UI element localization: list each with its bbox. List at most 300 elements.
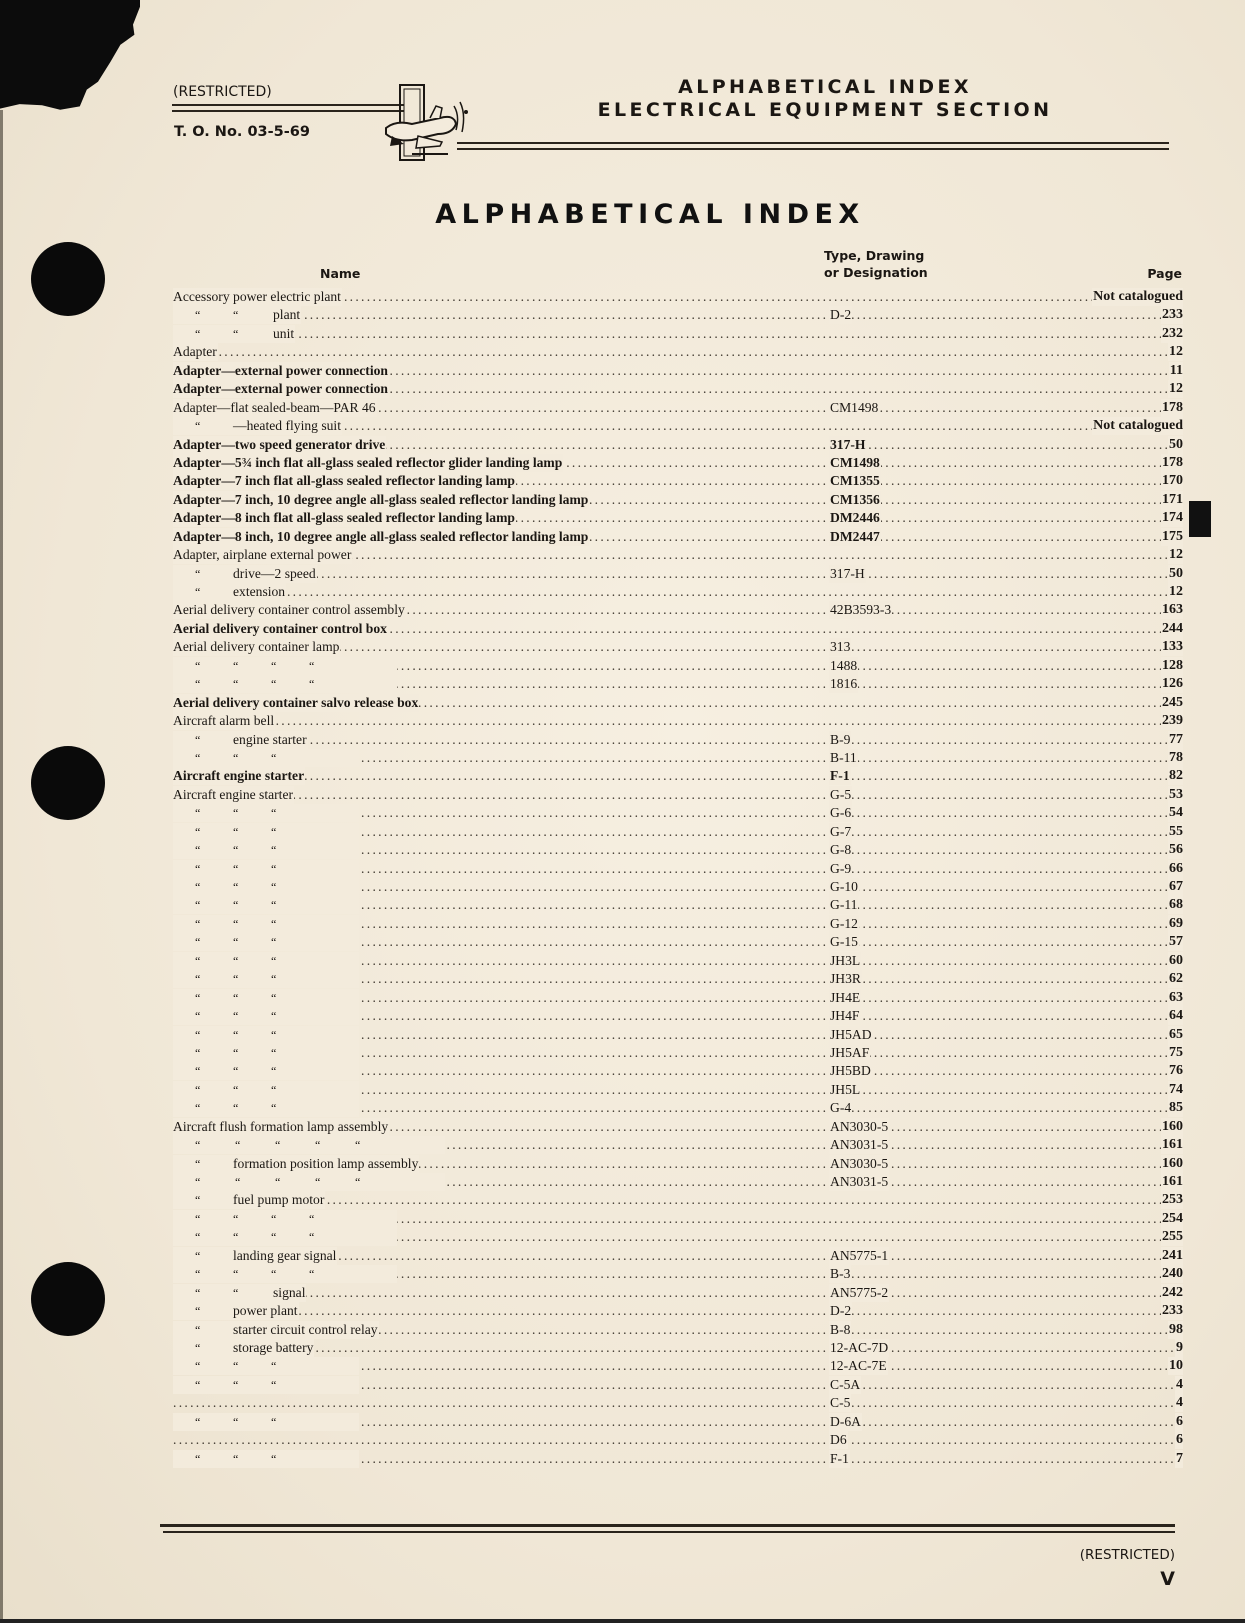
entry-name-text: Aircraft engine starter [173, 768, 305, 784]
index-row [173, 915, 1183, 933]
entry-name [173, 767, 305, 785]
ditto-mark: “ [195, 1156, 201, 1171]
entry-name-text: Adapter—8 inch, 10 degree angle all-glass sealed reflector landing lamp [173, 528, 589, 544]
index-row [173, 1339, 1183, 1357]
entry-page: 244 [1162, 620, 1183, 636]
index-row [173, 1321, 1183, 1339]
entry-page: 239 [1162, 713, 1183, 729]
entry-designation: JH4F [830, 1008, 860, 1024]
index-row [173, 436, 1183, 454]
ditto-mark: “ [275, 1175, 281, 1189]
index-row [173, 1081, 1183, 1099]
entry-page: 160 [1162, 1118, 1183, 1134]
ditto-mark: “ [309, 1267, 315, 1282]
header-rule [457, 148, 1169, 150]
entry-page: 11 [1169, 362, 1183, 378]
entry-name [173, 712, 275, 730]
ditto-mark: “ [195, 1304, 201, 1319]
entry-name [173, 952, 359, 970]
ditto-mark: “ [195, 1193, 201, 1208]
index-row [173, 1118, 1183, 1136]
entry-name-text: fuel pump motor [233, 1192, 325, 1208]
entry-page: 128 [1162, 657, 1183, 673]
dot-leader [173, 731, 1183, 749]
index-row [173, 1191, 1183, 1209]
entry-page: 161 [1162, 1137, 1183, 1153]
ditto-mark: “ [233, 1064, 239, 1079]
entry-name [173, 1026, 359, 1044]
entry-name [173, 878, 359, 896]
ditto-mark: “ [233, 1009, 239, 1024]
entry-page: 242 [1162, 1284, 1183, 1300]
entry-name [173, 1191, 325, 1209]
entry-name [173, 1136, 445, 1154]
ditto-mark: “ [195, 1175, 201, 1189]
dot-leader [173, 1394, 1183, 1412]
column-header-type [824, 247, 928, 281]
entry-name-text: plant [273, 307, 301, 323]
entry-page: 163 [1162, 602, 1183, 618]
index-row [173, 491, 1183, 509]
entry-page: 56 [1169, 842, 1183, 858]
ditto-mark: “ [195, 658, 201, 673]
entry-designation: 313 [830, 639, 851, 655]
entry-page: 6 [1176, 1432, 1183, 1448]
entry-designation: F-1 [830, 768, 850, 784]
entry-name [173, 325, 295, 343]
entry-page: 9 [1176, 1339, 1183, 1355]
entry-name [173, 915, 359, 933]
entry-name [173, 288, 342, 306]
header-rule [172, 104, 404, 106]
ditto-mark: “ [195, 1451, 201, 1466]
index-row [173, 454, 1183, 472]
header-rule [172, 110, 404, 112]
ditto-mark: “ [235, 1138, 241, 1153]
ditto-mark: “ [309, 1211, 315, 1226]
ditto-mark: “ [271, 1377, 277, 1392]
footer-rule [163, 1531, 1175, 1533]
entry-name [173, 380, 389, 398]
entry-name [173, 1210, 397, 1228]
entry-designation: JH5AF [830, 1044, 870, 1060]
entry-page: 85 [1169, 1100, 1183, 1116]
dot-leader [173, 565, 1183, 583]
ditto-mark: “ [233, 1101, 239, 1116]
index-row [173, 657, 1183, 675]
entry-designation: JH5AD [830, 1026, 872, 1042]
entry-page: 63 [1169, 989, 1183, 1005]
index-row [173, 306, 1183, 324]
ditto-mark: “ [233, 916, 239, 931]
ditto-mark: “ [195, 1064, 201, 1079]
entry-name [173, 399, 377, 417]
entry-page: 12 [1169, 344, 1183, 360]
ditto-mark: “ [271, 1267, 277, 1282]
ditto-mark: “ [271, 1009, 277, 1024]
entry-page: 170 [1162, 473, 1183, 489]
entry-name-text: Aircraft flush formation lamp assembly [173, 1118, 389, 1134]
entry-designation: JH5L [830, 1081, 861, 1097]
dot-leader [173, 786, 1183, 804]
entry-name [173, 601, 406, 619]
dot-leader [173, 306, 1183, 324]
entry-name [173, 1357, 359, 1375]
torn-corner [0, 0, 140, 112]
ditto-mark: “ [195, 1248, 201, 1263]
ditto-mark: “ [271, 658, 277, 673]
ditto-mark: “ [195, 585, 201, 599]
entry-name [173, 528, 589, 546]
entry-name-text: signal [273, 1284, 306, 1300]
entry-designation: G-9 [830, 860, 852, 876]
entry-name [173, 436, 386, 454]
ditto-mark: “ [195, 1138, 201, 1153]
entry-name-text: Aircraft engine starter [173, 786, 294, 802]
entry-page: 82 [1169, 768, 1183, 784]
ditto-mark: “ [195, 1359, 201, 1374]
ditto-mark: “ [195, 990, 201, 1005]
ditto-mark: “ [271, 916, 277, 931]
ditto-mark: “ [233, 750, 239, 765]
ditto-mark: “ [195, 1082, 201, 1097]
entry-designation: AN3030-5 [830, 1155, 889, 1171]
entry-designation: 12-AC-7D [830, 1339, 889, 1355]
entry-name [173, 1062, 359, 1080]
ditto-mark: “ [275, 1138, 281, 1153]
entry-name-text: power plant [233, 1303, 298, 1319]
index-row [173, 786, 1183, 804]
entry-designation: AN3031-5 [830, 1137, 889, 1153]
index-row [173, 417, 1183, 435]
index-row [173, 841, 1183, 859]
airplane-emblem-icon [382, 84, 472, 164]
entry-name [173, 749, 359, 767]
binder-hole [31, 746, 105, 820]
ditto-mark: “ [271, 1230, 277, 1245]
index-row [173, 1265, 1183, 1283]
entry-name-text: Adapter—external power connection [173, 362, 388, 378]
entry-page: 161 [1162, 1174, 1183, 1189]
index-row [173, 731, 1183, 749]
entry-page: 62 [1169, 971, 1183, 987]
ditto-mark: “ [233, 1285, 239, 1300]
ditto-mark: “ [195, 1377, 201, 1392]
index-row [173, 1431, 1183, 1449]
index-row [173, 878, 1183, 896]
ditto-mark: “ [233, 843, 239, 858]
index-row [173, 1357, 1183, 1375]
entry-designation: AN5775-2 [830, 1284, 889, 1300]
index-row [173, 1413, 1183, 1431]
ditto-mark: “ [233, 1267, 239, 1282]
entry-name-text: Adapter—5¾ inch flat all-glass sealed reflector glider landing lamp [173, 454, 563, 470]
classification-label: (RESTRICTED) [173, 84, 272, 100]
entry-name [173, 583, 286, 601]
entry-page: Not catalogued [1093, 289, 1183, 304]
ditto-mark: “ [309, 677, 315, 692]
index-row [173, 399, 1183, 417]
entry-designation: CM1356 [830, 491, 880, 507]
entry-name [173, 657, 397, 675]
entry-page: 233 [1162, 307, 1183, 323]
ditto-mark: “ [195, 1211, 201, 1226]
ditto-mark: “ [271, 1451, 277, 1466]
entry-designation: D6 [830, 1432, 847, 1448]
dot-leader [173, 1302, 1183, 1320]
entry-designation: 317-H [830, 565, 865, 581]
entry-page: 98 [1169, 1321, 1183, 1337]
ditto-mark: “ [233, 1414, 239, 1429]
index-row [173, 896, 1183, 914]
index-row [173, 343, 1183, 361]
ditto-mark: “ [233, 990, 239, 1005]
entry-page: 12 [1169, 584, 1183, 599]
ditto-mark: “ [235, 1175, 241, 1189]
tech-order-number: T. O. No. 03-5-69 [174, 124, 310, 140]
index-row [173, 1394, 1183, 1412]
entry-name-text: starter circuit control relay [233, 1321, 378, 1337]
index-row [173, 325, 1183, 343]
ditto-mark: “ [233, 953, 239, 968]
entry-name-text: Adapter—flat sealed-beam—PAR 46 [173, 399, 376, 415]
ditto-mark: “ [271, 824, 277, 839]
index-row [173, 1007, 1183, 1025]
ditto-mark: “ [195, 1414, 201, 1429]
entry-page: 60 [1169, 952, 1183, 968]
ditto-mark: “ [355, 1138, 361, 1153]
dot-leader [173, 325, 1183, 343]
entry-designation: D-2 [830, 1303, 852, 1319]
ditto-mark: “ [309, 658, 315, 673]
ditto-mark: “ [195, 1285, 201, 1300]
index-row [173, 1155, 1183, 1173]
entry-designation: CM1498 [830, 399, 879, 415]
entry-page: 75 [1169, 1044, 1183, 1060]
index-row [173, 509, 1183, 527]
section-tab-marker [1189, 501, 1211, 537]
entry-name-text: drive—2 speed [233, 565, 316, 581]
index-row [173, 712, 1183, 730]
entry-page: 254 [1162, 1210, 1183, 1226]
ditto-mark: “ [195, 566, 201, 581]
header-title-line1: ALPHABETICAL INDEX [678, 76, 972, 98]
ditto-mark: “ [233, 972, 239, 987]
entry-page: 78 [1169, 749, 1183, 765]
entry-name-text: Adapter—two speed generator drive [173, 436, 386, 452]
entry-designation: D-2 [830, 307, 852, 323]
index-row [173, 933, 1183, 951]
ditto-mark: “ [195, 898, 201, 913]
ditto-mark: “ [271, 880, 277, 894]
entry-name [173, 896, 359, 914]
entry-designation: 1488 [830, 657, 858, 673]
entry-page: 233 [1162, 1303, 1183, 1319]
entry-designation: G-15 [830, 934, 858, 950]
index-row [173, 1136, 1183, 1154]
entry-designation: 42B3593-3 [830, 602, 892, 618]
dot-leader [173, 767, 1183, 785]
index-row [173, 1210, 1183, 1228]
header-title-line2: ELECTRICAL EQUIPMENT SECTION [597, 99, 1053, 121]
entry-name-text: Aerial delivery container control box [173, 620, 387, 636]
dot-leader [173, 583, 1183, 601]
index-row [173, 1026, 1183, 1044]
entry-page: 77 [1169, 731, 1183, 747]
entry-designation: AN3030-5 [830, 1118, 889, 1134]
ditto-mark: “ [271, 677, 277, 692]
entry-page: 64 [1169, 1008, 1183, 1024]
ditto-mark: “ [233, 1359, 239, 1374]
index-row [173, 1302, 1183, 1320]
entry-designation: G-11 [830, 897, 858, 913]
ditto-mark: “ [271, 806, 277, 821]
ditto-mark: “ [195, 1009, 201, 1024]
entry-name [173, 933, 359, 951]
entry-name [173, 1247, 337, 1265]
entry-name [173, 1321, 379, 1339]
ditto-mark: “ [233, 898, 239, 913]
entry-page: 245 [1162, 694, 1183, 710]
ditto-mark: “ [271, 750, 277, 765]
ditto-mark: “ [195, 1230, 201, 1245]
page-title: ALPHABETICAL INDEX [435, 199, 865, 230]
entry-name [173, 1081, 359, 1099]
entry-page: 6 [1176, 1413, 1183, 1429]
entry-designation: B-9 [830, 731, 851, 747]
entry-designation: 12-AC-7E [830, 1358, 887, 1374]
ditto-mark: “ [195, 750, 201, 765]
entry-name [173, 546, 352, 564]
entry-name [173, 1155, 419, 1173]
entry-designation: D-6A [830, 1413, 861, 1429]
ditto-mark: “ [271, 935, 277, 950]
entry-page: 54 [1169, 805, 1183, 821]
ditto-mark: “ [195, 953, 201, 968]
ditto-mark: “ [195, 1027, 201, 1042]
dot-leader [173, 1284, 1183, 1302]
entry-designation: CM1355 [830, 473, 880, 489]
entry-name [173, 675, 397, 693]
entry-name [173, 565, 317, 583]
ditto-mark: “ [233, 1045, 239, 1060]
ditto-mark: “ [195, 308, 201, 323]
ditto-mark: “ [271, 972, 277, 987]
ditto-mark: “ [233, 935, 239, 950]
footer-classification: (RESTRICTED) [1079, 1547, 1175, 1563]
ditto-mark: “ [195, 916, 201, 931]
entry-page: 7 [1176, 1450, 1183, 1466]
index-row [173, 675, 1183, 693]
index-row [173, 288, 1183, 306]
ditto-mark: “ [195, 824, 201, 839]
entry-page: 232 [1162, 325, 1183, 341]
entry-name-text: Adapter—7 inch, 10 degree angle all-glass sealed reflector landing lamp [173, 491, 589, 507]
entry-designation: G-8 [830, 842, 852, 858]
entry-name [173, 1007, 359, 1025]
index-row [173, 823, 1183, 841]
ditto-mark: “ [195, 861, 201, 876]
entry-designation: G-6 [830, 805, 852, 821]
ditto-mark: “ [315, 1138, 321, 1153]
entry-name-text: Aircraft alarm bell [173, 713, 275, 729]
entry-name-text: extension [233, 584, 286, 599]
entry-page: 12 [1169, 547, 1183, 563]
entry-name [173, 472, 516, 490]
index-row [173, 1044, 1183, 1062]
binder-hole [31, 242, 105, 316]
entry-designation: JH3L [830, 952, 861, 968]
ditto-mark: “ [271, 898, 277, 913]
ditto-mark: “ [233, 308, 239, 323]
entry-page: 12 [1169, 381, 1183, 397]
index-row [173, 1247, 1183, 1265]
ditto-mark: “ [233, 1082, 239, 1097]
entry-designation: CM1498 [830, 454, 880, 470]
entry-page: 50 [1169, 565, 1183, 581]
column-header-type-line2: or Designation [824, 265, 928, 280]
entry-page: 175 [1162, 528, 1183, 544]
entry-name-text: Adapter, airplane external power [173, 547, 352, 563]
entry-name [173, 1302, 299, 1320]
index-row [173, 1284, 1183, 1302]
ditto-mark: “ [233, 1230, 239, 1245]
entry-name-text: Adapter—7 inch flat all-glass sealed reflector landing lamp [173, 473, 515, 489]
ditto-mark: “ [195, 1322, 201, 1337]
entry-designation: B-3 [830, 1266, 851, 1282]
footer-rule [160, 1524, 1175, 1527]
ditto-mark: “ [195, 677, 201, 692]
ditto-mark: “ [233, 880, 239, 894]
index-row [173, 804, 1183, 822]
ditto-mark: “ [195, 1340, 201, 1355]
entry-page: 67 [1169, 879, 1183, 894]
ditto-mark: “ [271, 861, 277, 876]
entry-name [173, 804, 359, 822]
ditto-mark: “ [271, 1101, 277, 1116]
dot-leader [173, 712, 1183, 730]
binder-hole [31, 1262, 105, 1336]
entry-name [173, 1228, 397, 1246]
entry-designation: DM2446 [830, 510, 880, 526]
entry-designation: C-5 [830, 1395, 851, 1411]
ditto-mark: “ [233, 677, 239, 692]
dot-leader [173, 343, 1183, 361]
entry-name [173, 454, 563, 472]
entry-page: 4 [1176, 1395, 1183, 1411]
ditto-mark: “ [233, 326, 239, 341]
column-header-page: Page [1147, 266, 1182, 281]
entry-name [173, 509, 516, 527]
entry-name-text: —heated flying suit [233, 418, 341, 434]
entry-designation: JH3R [830, 971, 861, 987]
ditto-mark: “ [271, 1027, 277, 1042]
ditto-mark: “ [195, 1267, 201, 1282]
entry-name-text: landing gear signal [233, 1247, 337, 1263]
index-row [173, 1099, 1183, 1117]
page-number: V [1160, 1568, 1175, 1590]
entry-name [173, 362, 389, 380]
index-row [173, 860, 1183, 878]
entry-page: 126 [1162, 676, 1183, 692]
index-row [173, 546, 1183, 564]
entry-page: 253 [1162, 1192, 1183, 1208]
page-edge [0, 110, 3, 1623]
entry-designation: G-10 [830, 879, 858, 894]
entry-name-text: engine starter [233, 731, 307, 747]
entry-name [173, 989, 359, 1007]
entry-designation: B-11 [830, 749, 857, 765]
